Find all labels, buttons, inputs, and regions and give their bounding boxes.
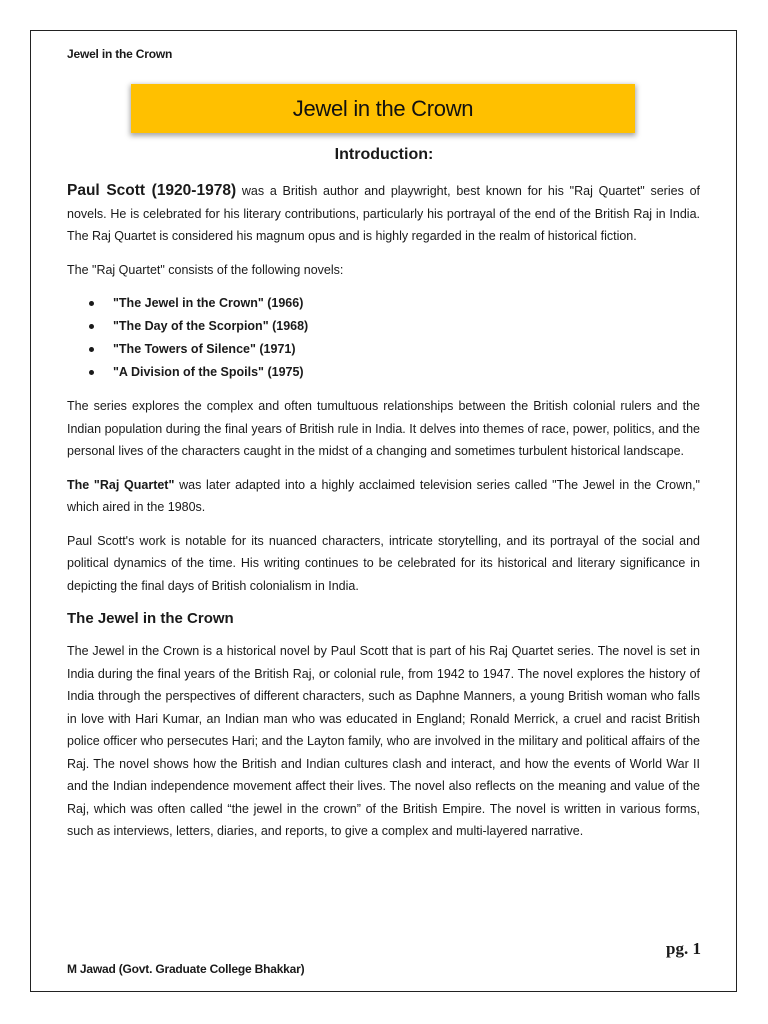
page-number: pg. 1 [666, 939, 701, 958]
themes-paragraph: The series explores the complex and often tumultuous relationships between the British colonial rulers and the Indian population during the final years of British rule in India. It delves into themes of race, power, politics, and the personal lives of the characters caught in the midst of a changing and sometimes turbulent historical landscape. [67, 399, 700, 458]
intro-heading: Introduction: [334, 146, 434, 163]
document-body [67, 180, 700, 854]
intro-paragraph [67, 180, 700, 248]
running-header: Jewel in the Crown [67, 47, 173, 61]
list-intro: The "Raj Quartet" consists of the following novels: [67, 262, 344, 277]
section-heading: The Jewel in the Crown [67, 610, 234, 627]
intro-paragraph-text: was a British author and playwright, best known for his "Raj Quartet" series of novels. He is celebrated for his literary contributions, particularly his portrayal of the end of the British Raj in India. The Raj Quartet is considered his magnum opus and is highly regarded in the realm of historical fiction. [67, 184, 700, 243]
list-item: "The Day of the Scorpion" (1968) [67, 315, 700, 338]
adaptation-bold: The "Raj Quartet" [67, 477, 175, 492]
list-item: "The Towers of Silence" (1971) [67, 338, 700, 361]
author-name: Paul Scott (1920-1978) [67, 182, 237, 199]
adaptation-text: was later adapted into a highly acclaimed television series called "The Jewel in the Crown," which aired in the 1980s. [67, 477, 700, 514]
section-paragraph: The Jewel in the Crown is a historical novel by Paul Scott that is part of his Raj Quartet series. The novel is set in India during the final years of the British Raj, or colonial rule, from 1942 to 1947. The novel explores the history of India through the perspectives of different characters, such as Daphne Manners, a young British woman who falls in love with Hari Kumar, an Indian man who was educated in England; Ronald Merrick, a cruel and racist British police officer who persecutes Hari; and the Layton family, who are involved in the military and political affairs of the Raj. The novel shows how the British and Indian cultures clash and interact, and how the events of World War II and the Indian independence movement affect their lives. The novel also reflects on the meaning and value of the Raj, which was often called “the jewel in the crown” of the British Empire. The novel is written in various forms, such as interviews, letters, diaries, and reports, to give a complex and multi-layered narrative. [67, 644, 700, 838]
footer-author: M Jawad (Govt. Graduate College Bhakkar) [67, 962, 305, 976]
list-item: "The Jewel in the Crown" (1966) [67, 292, 700, 315]
legacy-paragraph: Paul Scott's work is notable for its nuanced characters, intricate storytelling, and its portrayal of the social and political dynamics of the time. His writing continues to be celebrated for its historical and literary significance in depicting the final days of British colonialism in India. [67, 533, 700, 593]
adaptation-paragraph [67, 474, 700, 519]
title-banner: Jewel in the Crown [131, 84, 635, 133]
list-item: "A Division of the Spoils" (1975) [67, 361, 700, 384]
novel-list [67, 292, 700, 384]
